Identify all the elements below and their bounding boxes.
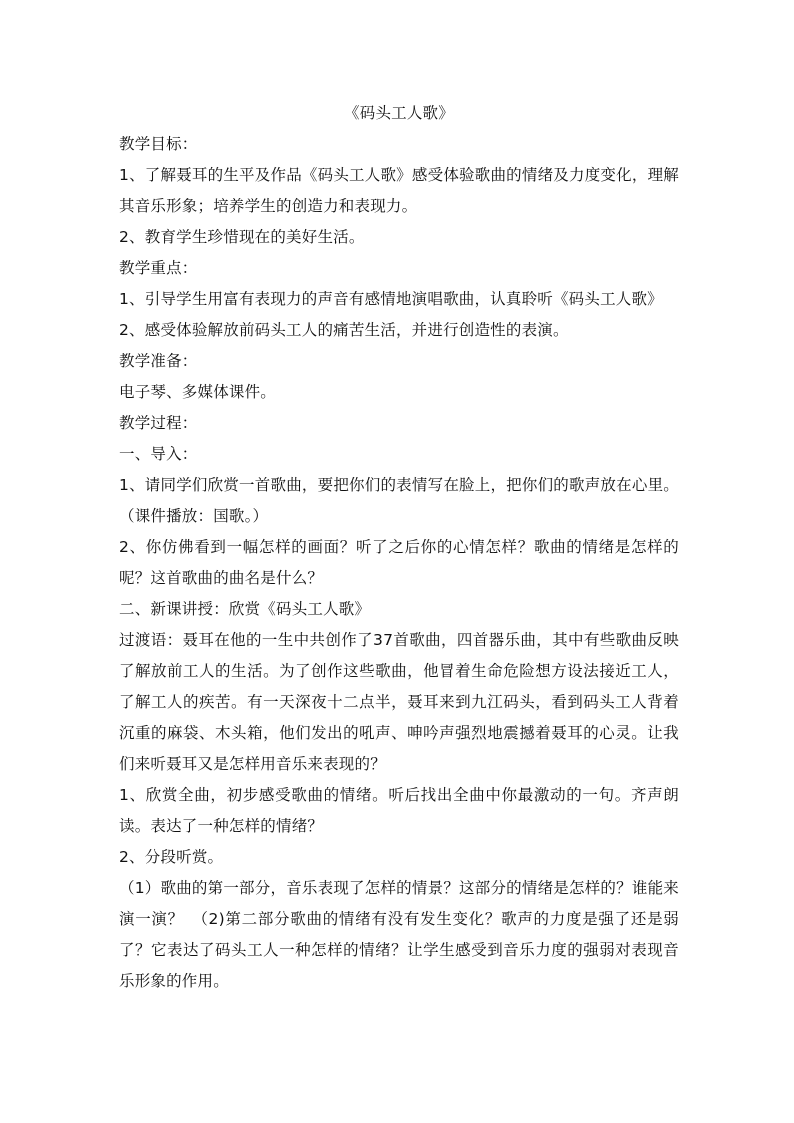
document-title: 《码头工人歌》: [344, 104, 454, 122]
intro-item-1: 1、请同学们欣赏一首歌曲，要把你们的表情写在脸上，把你们的歌声放在心里。（课件播放：国歌。）: [119, 476, 679, 525]
lesson-subitems: （1）歌曲的第一部分，音乐表现了怎样的情景？这部分的情绪是怎样的？谁能来演一演？ （2)第二部分歌曲的情绪有没有发生变化？歌声的力度是强了还是弱了？它表达了码头工人一种怎样的情绪？让学生感受到音乐力度的强弱对表现音乐形象的作用。: [119, 879, 679, 990]
document-body: [119, 98, 679, 997]
section-heading-preparation: 教学准备：: [119, 352, 198, 370]
objective-item-2: 2、教育学生珍惜现在的美好生活。: [119, 228, 365, 246]
key-point-item-2: 2、感受体验解放前码头工人的痛苦生活，并进行创造性的表演。: [119, 321, 569, 339]
section-heading-objectives: 教学目标：: [119, 135, 198, 153]
preparation-text: 电子琴、多媒体课件。: [119, 383, 277, 401]
key-point-item-1: 1、引导学生用富有表现力的声音有感情地演唱歌曲，认真聆听《码头工人歌》: [119, 290, 663, 308]
transition-paragraph: 过渡语：聂耳在他的一生中共创作了37首歌曲，四首器乐曲，其中有些歌曲反映了解放前工人的生活。为了创作这些歌曲，他冒着生命危险想方设法接近工人，了解工人的疾苦。有一天深夜十二点半，聂耳来到九江码头，看到码头工人背着沉重的麻袋、木头箱，他们发出的吼声、呻吟声强烈地震撼着聂耳的心灵。让我们来听聂耳又是怎样用音乐来表现的？: [119, 631, 679, 773]
lesson-item-1: 1、欣赏全曲，初步感受歌曲的情绪。听后找出全曲中你最激动的一句。齐声朗读。表达了一种怎样的情绪？: [119, 786, 679, 835]
section-heading-key-points: 教学重点：: [119, 259, 198, 277]
objective-item-1: 1、了解聂耳的生平及作品《码头工人歌》感受体验歌曲的情绪及力度变化，理解其音乐形象；培养学生的创造力和表现力。: [119, 166, 679, 215]
section-heading-process: 教学过程：: [119, 414, 198, 432]
intro-item-2: 2、你仿佛看到一幅怎样的画面？听了之后你的心情怎样？歌曲的情绪是怎样的呢？这首歌曲的曲名是什么？: [119, 538, 679, 587]
lesson-item-2: 2、分段听赏。: [119, 848, 224, 866]
process-step-intro-heading: 一、导入：: [119, 445, 198, 463]
process-step-new-lesson-heading: 二、新课讲授：欣赏《码头工人歌》: [119, 600, 371, 618]
